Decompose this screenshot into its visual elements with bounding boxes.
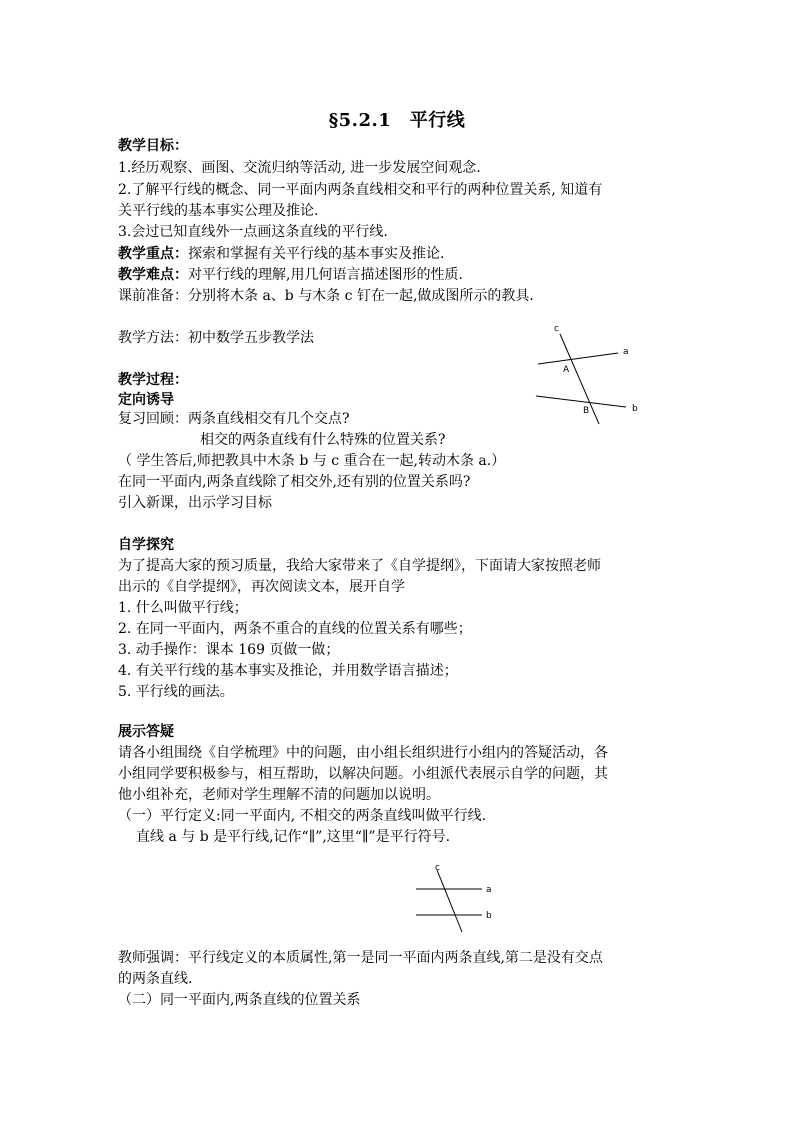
- difficulties: [118, 265, 463, 285]
- section3-line: （二）同一平面内,两条直线的位置关系: [118, 992, 361, 1008]
- line-a: [538, 353, 618, 364]
- section2-intro: 为了提高大家的预习质量，我给大家带来了《自学提纲》，下面请大家按照老师: [118, 558, 601, 574]
- section-heading-self-study: 自学探究: [118, 537, 174, 553]
- label-b: b: [486, 911, 492, 921]
- section3-line: 小组同学要积极参与，相互帮助，以解决问题。小组派代表展示自学的问题，其: [118, 766, 608, 782]
- section3-line: （一）平行定义:同一平面内, 不相交的两条直线叫做平行线.: [118, 808, 487, 824]
- key-points-text: 探索和掌握有关平行线的基本事实及推论.: [188, 246, 445, 262]
- study-item: 2. 在同一平面内，两条不重合的直线的位置关系有哪些；: [118, 621, 472, 637]
- section2-intro: 出示的《自学提纲》，再次阅读文本，展开自学: [118, 579, 405, 595]
- preparation-line: 课前准备：分别将木条 a、b 与木条 c 钉在一起,做成图所示的教具.: [118, 288, 534, 304]
- section1-line: （ 学生答后,师把教具中木条 b 与 c 重合在一起,转动木条 a.）: [118, 453, 506, 469]
- section3-line: 教师强调：平行线定义的本质属性,第一是同一平面内两条直线,第二是没有交点: [118, 950, 603, 966]
- study-item: 5. 平行线的画法。: [118, 684, 234, 700]
- key-points: [118, 244, 444, 264]
- section1-line: 引入新课，出示学习目标: [118, 495, 272, 511]
- key-points-label: 教学重点：: [118, 246, 188, 262]
- difficulties-text: 对平行线的理解,用几何语言描述图形的性质.: [188, 267, 463, 283]
- label-point-A: A: [563, 365, 570, 375]
- label-c: c: [435, 863, 440, 873]
- section1-line: 复习回顾：两条直线相交有几个交点?: [118, 411, 350, 427]
- section3-line: 的两条直线.: [118, 971, 193, 987]
- section1-line: 相交的两条直线有什么特殊的位置关系?: [200, 432, 446, 448]
- parallel-lines-figure: [410, 862, 500, 937]
- label-a: a: [486, 885, 492, 895]
- study-item: 4. 有关平行线的基本事实及推论，并用数学语言描述；: [118, 663, 458, 679]
- process-heading: 教学过程：: [118, 372, 188, 388]
- line-c: [437, 870, 462, 932]
- study-item: 1. 什么叫做平行线；: [118, 600, 248, 616]
- difficulties-label: 教学难点：: [118, 267, 188, 283]
- objectives-heading: 教学目标：: [118, 138, 188, 154]
- objective-line: 1.经历观察、画图、交流归纳等活动, 进一步发展空间观念.: [118, 160, 481, 176]
- section3-line: 请各小组围绕《自学梳理》中的问题，由小组长组织进行小组内的答疑活动，各: [118, 745, 608, 761]
- page-title: §5.2.1 平行线: [328, 110, 466, 131]
- section-heading-guidance: 定向诱导: [118, 392, 174, 408]
- section3-line: 他小组补充，老师对学生理解不清的问题加以说明。: [118, 787, 440, 803]
- teaching-aid-figure: [528, 320, 648, 430]
- label-c: c: [554, 324, 559, 334]
- method-line: 教学方法：初中数学五步教学法: [118, 330, 314, 346]
- label-a: a: [623, 347, 629, 357]
- line-b: [536, 396, 626, 407]
- line-c: [560, 334, 599, 424]
- objective-line: 3.会过已知直线外一点画这条直线的平行线.: [118, 224, 388, 240]
- label-b: b: [632, 404, 638, 414]
- study-item: 3. 动手操作：课本 169 页做一做；: [118, 642, 340, 658]
- objective-line: 关平行线的基本事实公理及推论.: [118, 203, 319, 219]
- section1-line: 在同一平面内,两条直线除了相交外,还有别的位置关系吗?: [118, 474, 471, 490]
- section3-line: 直线 a 与 b 是平行线,记作“∥”,这里“∥”是平行符号.: [136, 829, 451, 845]
- label-point-B: B: [583, 406, 590, 416]
- objective-line: 2.了解平行线的概念、同一平面内两条直线相交和平行的两种位置关系, 知道有: [118, 182, 603, 198]
- section-heading-answers: 展示答疑: [118, 724, 174, 740]
